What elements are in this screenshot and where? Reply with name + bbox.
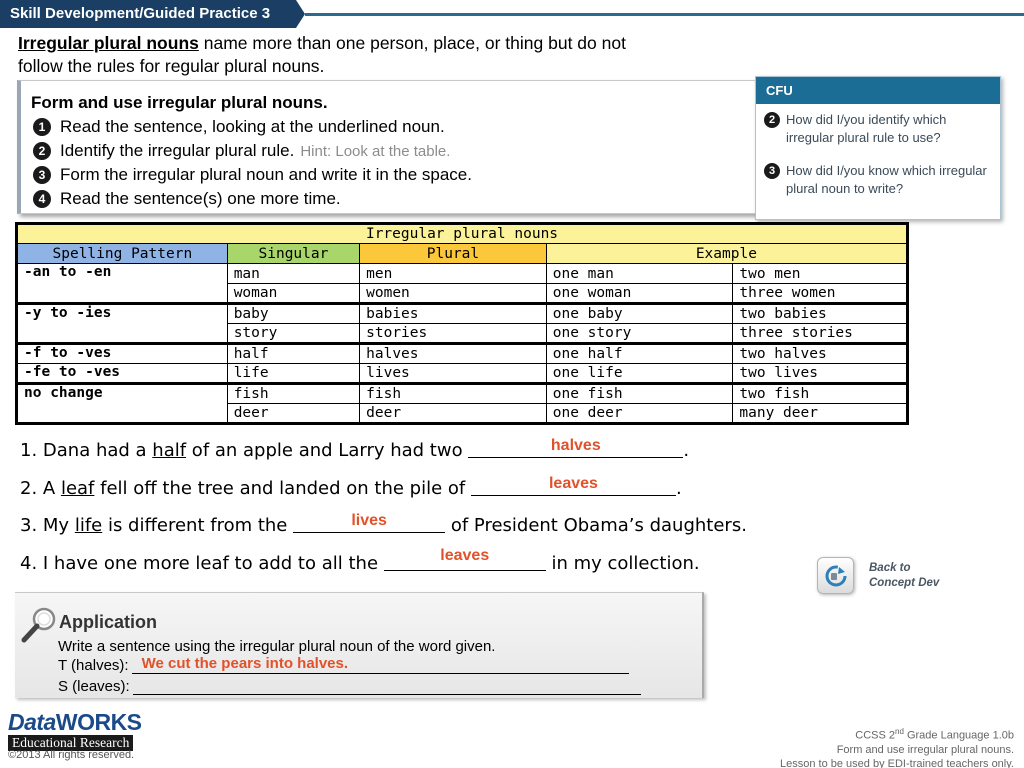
page-title: Skill Development/Guided Practice 3 — [10, 5, 271, 22]
plural-cell: halves — [360, 344, 547, 364]
definition-term: Irregular plural nouns — [18, 33, 199, 53]
table-row — [17, 304, 908, 324]
example-cell: two fish — [733, 384, 908, 404]
example-cell: one man — [546, 264, 733, 284]
sentence-text: 2. A — [20, 478, 61, 499]
header-singular: Singular — [227, 244, 359, 264]
sentence-1 — [20, 437, 690, 461]
sentence-text: 1. Dana had a — [20, 440, 153, 461]
example-cell: one life — [546, 364, 733, 384]
step-1 — [33, 117, 445, 137]
answer-blank-3[interactable] — [293, 512, 445, 533]
step-4 — [33, 189, 341, 209]
table-row — [17, 384, 908, 404]
student-answer-line[interactable] — [133, 680, 641, 695]
example-cell: two babies — [733, 304, 908, 324]
step-text-1: Read the sentence, looking at the underlined noun. — [60, 117, 445, 136]
magnifier-icon — [20, 605, 58, 645]
example-cell: one story — [546, 324, 733, 344]
plural-cell: stories — [360, 324, 547, 344]
back-label-line2: Concept Dev — [869, 577, 940, 589]
cfu-panel — [755, 76, 1001, 220]
singular-cell: fish — [227, 384, 359, 404]
sentence-3 — [20, 512, 747, 536]
singular-cell: woman — [227, 284, 359, 304]
answer-blank-2[interactable] — [471, 475, 676, 496]
step-number-1: 1 — [33, 118, 51, 136]
footer-line-2: Form and use irregular plural nouns. — [836, 743, 1014, 756]
answer-text: lives — [351, 512, 387, 529]
pattern-cell: -fe to -ves — [17, 364, 228, 384]
plural-cell: fish — [360, 384, 547, 404]
header-plural: Plural — [360, 244, 547, 264]
title-rule — [305, 13, 1024, 16]
header-example: Example — [546, 244, 907, 264]
header-spelling-pattern: Spelling Pattern — [17, 244, 228, 264]
step-number-4: 4 — [33, 190, 51, 208]
steps-panel — [17, 80, 762, 214]
plural-cell: babies — [360, 304, 547, 324]
example-cell: many deer — [733, 404, 908, 424]
singular-cell: half — [227, 344, 359, 364]
example-cell: one fish — [546, 384, 733, 404]
plural-cell: men — [360, 264, 547, 284]
step-text-2: Identify the irregular plural rule. — [60, 141, 295, 160]
answer-blank-1[interactable] — [468, 437, 683, 458]
plural-cell: women — [360, 284, 547, 304]
application-panel — [15, 592, 704, 698]
sentence-text: of President Obama’s daughters. — [445, 515, 747, 536]
table-row — [17, 364, 908, 384]
sentence-text: in my collection. — [545, 553, 700, 574]
sentence-text: . — [675, 478, 682, 499]
example-cell: two halves — [733, 344, 908, 364]
table-caption: Irregular plural nouns — [17, 224, 908, 244]
cfu-number-2: 3 — [764, 163, 780, 179]
table-row — [17, 264, 908, 284]
back-to-concept-button[interactable] — [817, 557, 854, 594]
back-to-concept-link[interactable] — [869, 561, 939, 591]
student-label: S (leaves): — [58, 678, 130, 695]
application-instruction: Write a sentence using the irregular plural noun of the word given. — [58, 638, 496, 655]
teacher-answer-line[interactable] — [132, 655, 629, 674]
underlined-noun: half — [152, 440, 187, 461]
standard-line — [780, 725, 1014, 743]
singular-cell: story — [227, 324, 359, 344]
singular-cell: man — [227, 264, 359, 284]
copyright: ©2013 All rights reserved. — [8, 749, 135, 761]
definition-text-1: name more than one person, place, or thing but do not — [198, 33, 626, 53]
plural-cell: deer — [360, 404, 547, 424]
step-number-2: 2 — [33, 142, 51, 160]
irregular-plural-table — [15, 222, 909, 425]
pattern-cell: -f to -ves — [17, 344, 228, 364]
title-banner — [0, 0, 1024, 28]
example-cell: one deer — [546, 404, 733, 424]
return-arrow-icon — [823, 563, 849, 589]
sentence-text: 3. My — [20, 515, 75, 536]
underlined-noun: leaf — [60, 478, 95, 499]
sentence-2 — [20, 475, 682, 499]
dataworks-logo — [8, 711, 142, 752]
teacher-label: T (halves): — [58, 657, 129, 674]
step-3 — [33, 165, 472, 185]
singular-cell: deer — [227, 404, 359, 424]
singular-cell: baby — [227, 304, 359, 324]
steps-heading: Form and use irregular plural nouns. — [31, 93, 328, 112]
step-hint: Hint: Look at the table. — [300, 142, 451, 160]
sentence-4 — [20, 547, 700, 574]
sentence-text: . — [683, 440, 690, 461]
step-text-4: Read the sentence(s) one more time. — [60, 189, 341, 208]
singular-cell: life — [227, 364, 359, 384]
intro-definition — [18, 32, 738, 78]
example-cell: two men — [733, 264, 908, 284]
sentence-text: fell off the tree and landed on the pile of — [94, 478, 471, 499]
plural-cell: lives — [360, 364, 547, 384]
pattern-cell: -y to -ies — [17, 304, 228, 344]
step-2 — [33, 141, 450, 161]
step-text-3: Form the irregular plural noun and write it in the space. — [60, 165, 472, 184]
sentence-text: 4. I have one more leaf to add to all the — [20, 553, 384, 574]
example-cell: three women — [733, 284, 908, 304]
example-cell: three stories — [733, 324, 908, 344]
cfu-number-1: 2 — [764, 112, 780, 128]
answer-text: leaves — [440, 547, 490, 564]
cfu-text-2: How did I/you know which irregular plural noun to write? — [786, 163, 987, 196]
back-label-line1: Back to — [869, 562, 911, 574]
underlined-noun: life — [74, 515, 103, 536]
cfu-question-2 — [764, 162, 996, 197]
answer-text: leaves — [548, 475, 598, 492]
footer-line-3: Lesson to be used by EDI-trained teachers only. — [780, 757, 1014, 768]
cfu-text-1: How did I/you identify which irregular plural rule to use? — [786, 112, 947, 145]
answer-text: halves — [550, 437, 601, 454]
standard-pre: CCSS 2 — [855, 729, 895, 742]
logo-works: WORKS — [55, 709, 142, 735]
cfu-title: CFU — [756, 77, 1000, 104]
answer-blank-4[interactable] — [384, 547, 546, 571]
sentence-text: is different from the — [102, 515, 294, 536]
logo-wordmark — [8, 711, 142, 734]
standard-post: Grade Language 1.0b — [903, 729, 1014, 742]
logo-data: Data — [8, 709, 56, 735]
application-title: Application — [59, 612, 157, 632]
table-row — [17, 344, 908, 364]
pattern-cell: -an to -en — [17, 264, 228, 304]
example-cell: two lives — [733, 364, 908, 384]
example-cell: one woman — [546, 284, 733, 304]
student-response — [58, 678, 641, 695]
sentence-text: of an apple and Larry had two — [186, 440, 469, 461]
logo-subtitle: Educational Research — [8, 735, 133, 751]
footer-standard — [780, 725, 1014, 768]
example-cell: one baby — [546, 304, 733, 324]
teacher-response — [58, 657, 629, 674]
standard-sup: nd — [895, 727, 904, 736]
pattern-cell: no change — [17, 384, 228, 424]
teacher-answer-text: We cut the pears into halves. — [141, 655, 349, 672]
example-cell: one half — [546, 344, 733, 364]
cfu-question-1 — [764, 111, 996, 146]
definition-text-2: follow the rules for regular plural nouns. — [18, 56, 325, 76]
step-number-3: 3 — [33, 166, 51, 184]
